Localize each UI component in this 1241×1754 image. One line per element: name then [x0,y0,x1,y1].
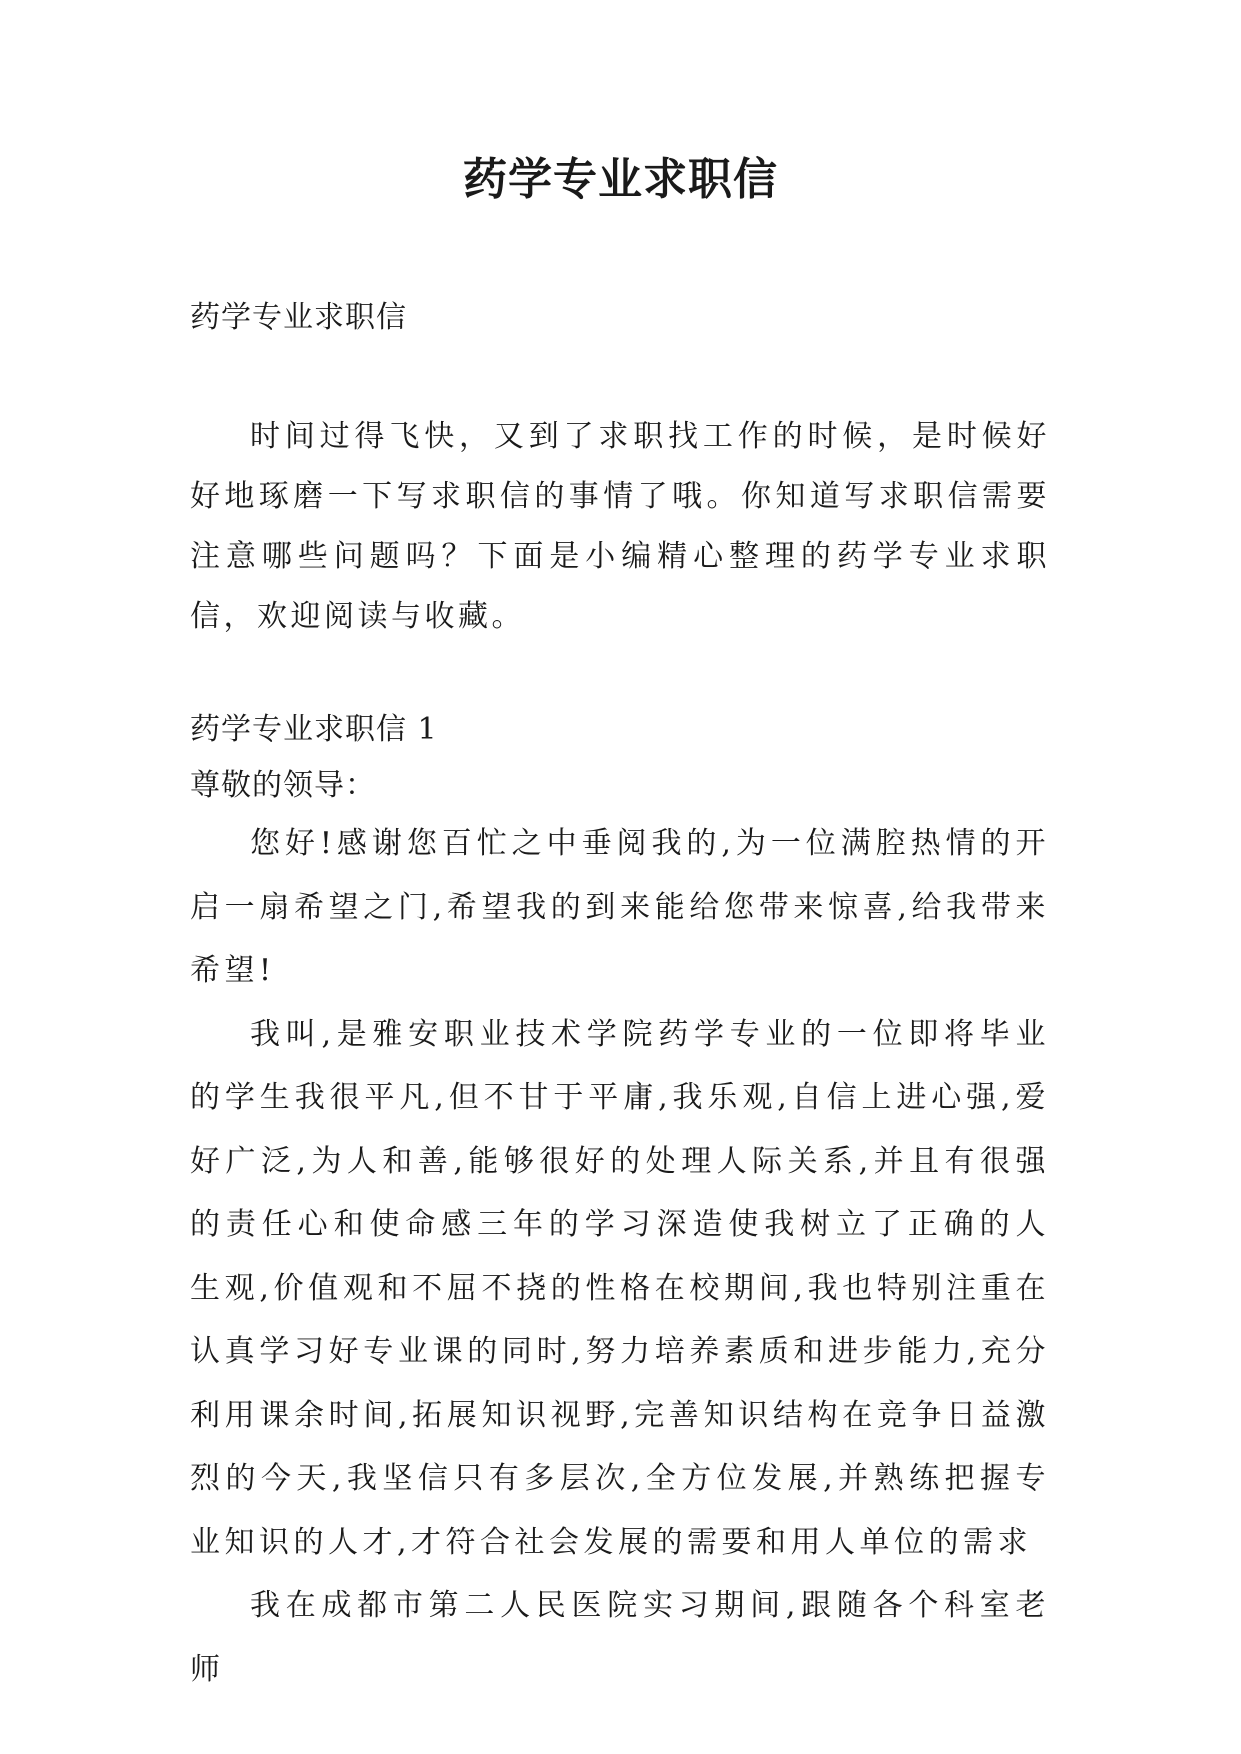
letter-paragraph-3: 我在成都市第二人民医院实习期间,跟随各个科室老师 [190,1588,1050,1687]
letter-body [190,812,1050,1701]
salutation: 尊敬的领导： [190,768,376,803]
letter-paragraph-2: 我叫,是雅安职业技术学院药学专业的一位即将毕业的学生我很平凡,但不甘于平庸,我乐观,自信上进心强,爱好广泛,为人和善,能够很好的处理人际关系,并且有很强的责任心和使命感三年的学习深造使我树立了正确的人生观,价值观和不屈不挠的性格在校期间,我也特别注重在认真学习好专业课的同时,努力培养素质和进步能力,充分利用课余时间,拓展知识视野,完善知识结构在竞争日益激烈的今天,我坚信只有多层次,全方位发展,并熟练把握专业知识的人才,才符合社会发展的需要和用人单位的需求 [190,1016,1050,1560]
letter-paragraph-1: 您好!感谢您百忙之中垂阅我的,为一位满腔热情的开启一扇希望之门,希望我的到来能给您带来惊喜,给我带来希望! [190,826,1050,988]
intro-paragraph: 时间过得飞快，又到了求职找工作的时候，是时候好好地琢磨一下写求职信的事情了哦。你知道写求职信需要注意哪些问题吗？下面是小编精心整理的药学专业求职信，欢迎阅读与收藏。 [190,419,1050,634]
section-title: 药学专业求职信 1 [190,712,438,747]
document-title: 药学专业求职信 [463,154,778,205]
document-subtitle: 药学专业求职信 [190,300,407,335]
